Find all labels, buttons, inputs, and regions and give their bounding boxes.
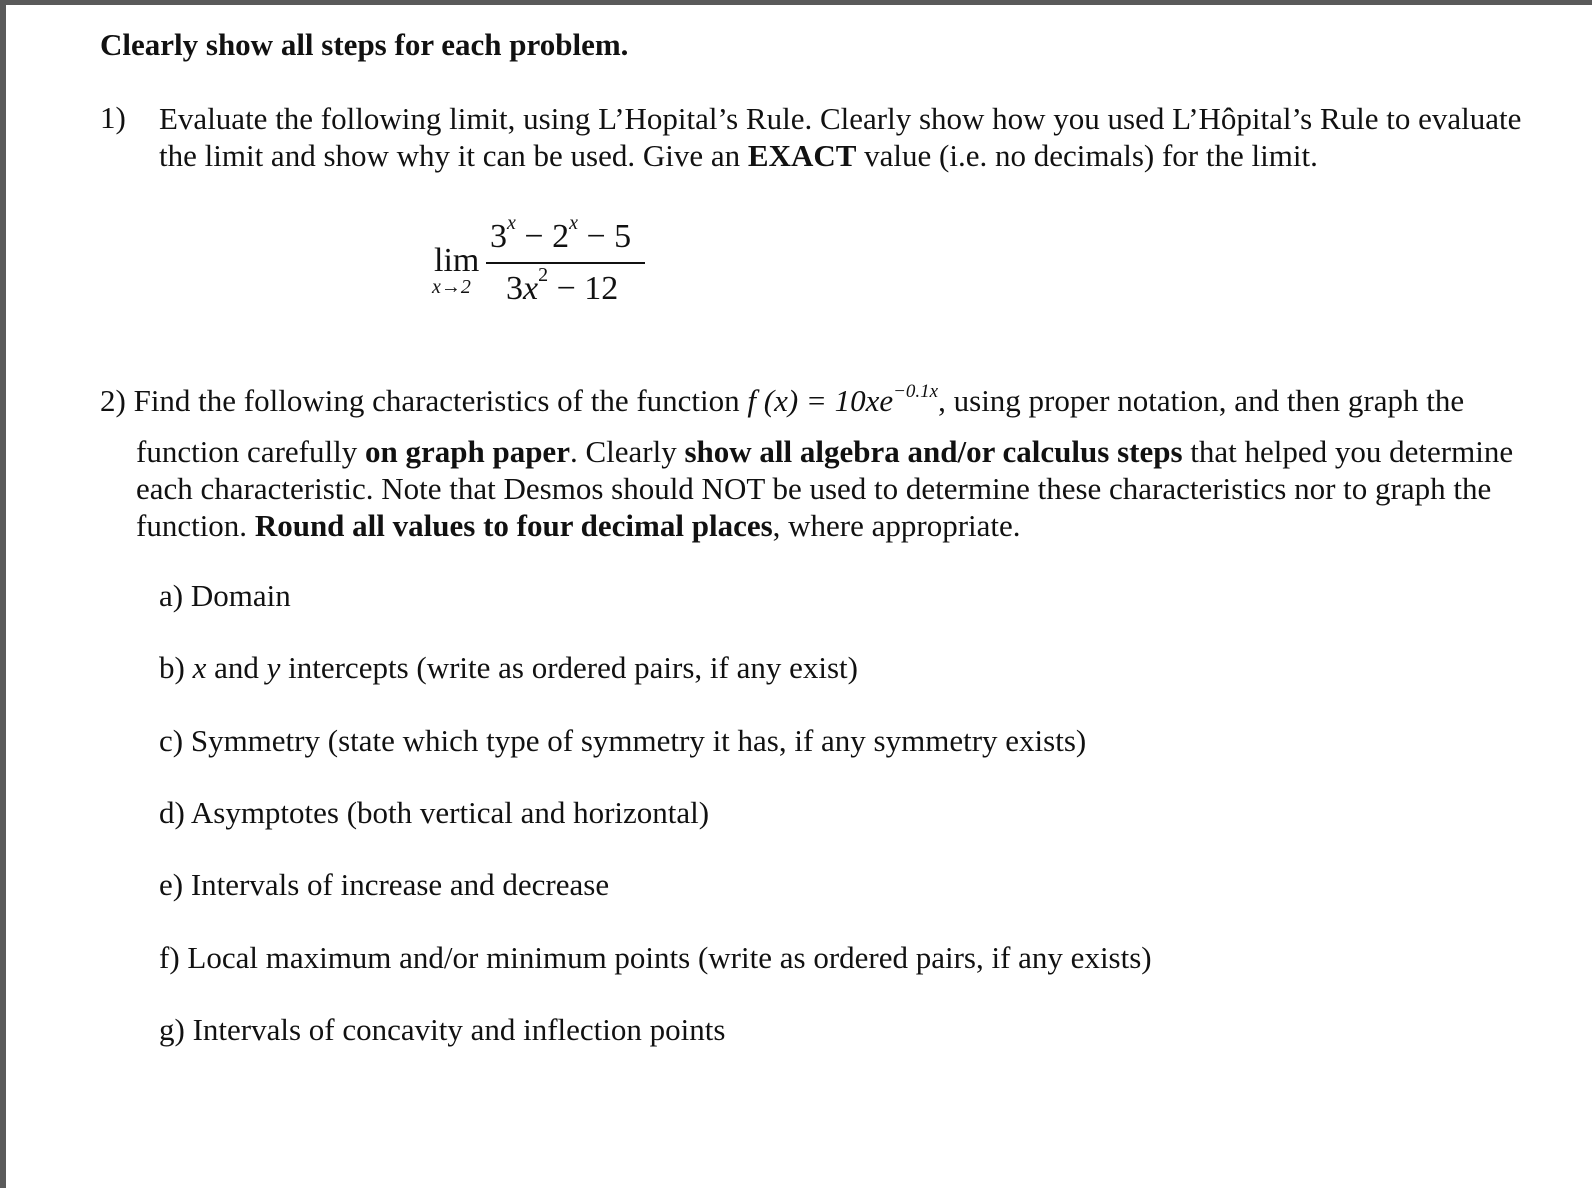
item-asymptotes: d) Asymptotes (both vertical and horizontal) bbox=[159, 795, 710, 830]
item-increase-decrease: e) Intervals of increase and decrease bbox=[159, 867, 610, 902]
function-definition: f (x) = 10xe bbox=[747, 383, 894, 418]
item-local-extrema: f) Local maximum and/or minimum points (write as ordered pairs, if any exists) bbox=[159, 940, 1152, 975]
item-intercepts: b) x and y intercepts (write as ordered pairs, if any exist) bbox=[159, 650, 858, 685]
problem1-number: 1) bbox=[100, 100, 126, 135]
problem1-text: Evaluate the following limit, using L’Hopital’s Rule. Clearly show how you used L’Hôpital’s Rule to evaluate the limit and show why it can be used. Give an EXACT value (i.e. no decimals) for the limit. bbox=[159, 101, 1522, 173]
limit-expression bbox=[432, 214, 662, 314]
window-top-border bbox=[0, 0, 1592, 5]
window-left-border bbox=[0, 0, 6, 1188]
item-symmetry: c) Symmetry (state which type of symmetry it has, if any symmetry exists) bbox=[159, 723, 1087, 758]
problem2-instructions: function carefully on graph paper. Clearly show all algebra and/or calculus steps that helped you determine each characteristic. Note that Desmos should NOT be used to determine these characteristics nor to graph the function. Round all values to four decimal places, where appropriate. bbox=[136, 434, 1514, 543]
page-heading: Clearly show all steps for each problem. bbox=[100, 27, 629, 62]
lim-label: lim bbox=[434, 242, 480, 279]
exact-emphasis: EXACT bbox=[747, 138, 857, 173]
limit-numerator: $3^x - 2^x - 5$ bbox=[490, 212, 632, 255]
item-concavity: g) Intervals of concavity and inflection points bbox=[159, 1012, 726, 1047]
limit-denominator: $3x^2 - 12$ bbox=[506, 264, 619, 307]
problem2-intro: 2) Find the following characteristics of the function f $(x) = 10xe^{-0.1x}$, using proper notation, and then graph the bbox=[100, 381, 1465, 418]
lim-subscript: x→2 bbox=[432, 276, 471, 298]
fraction-bar bbox=[486, 262, 645, 264]
item-domain: a) Domain bbox=[159, 578, 291, 613]
